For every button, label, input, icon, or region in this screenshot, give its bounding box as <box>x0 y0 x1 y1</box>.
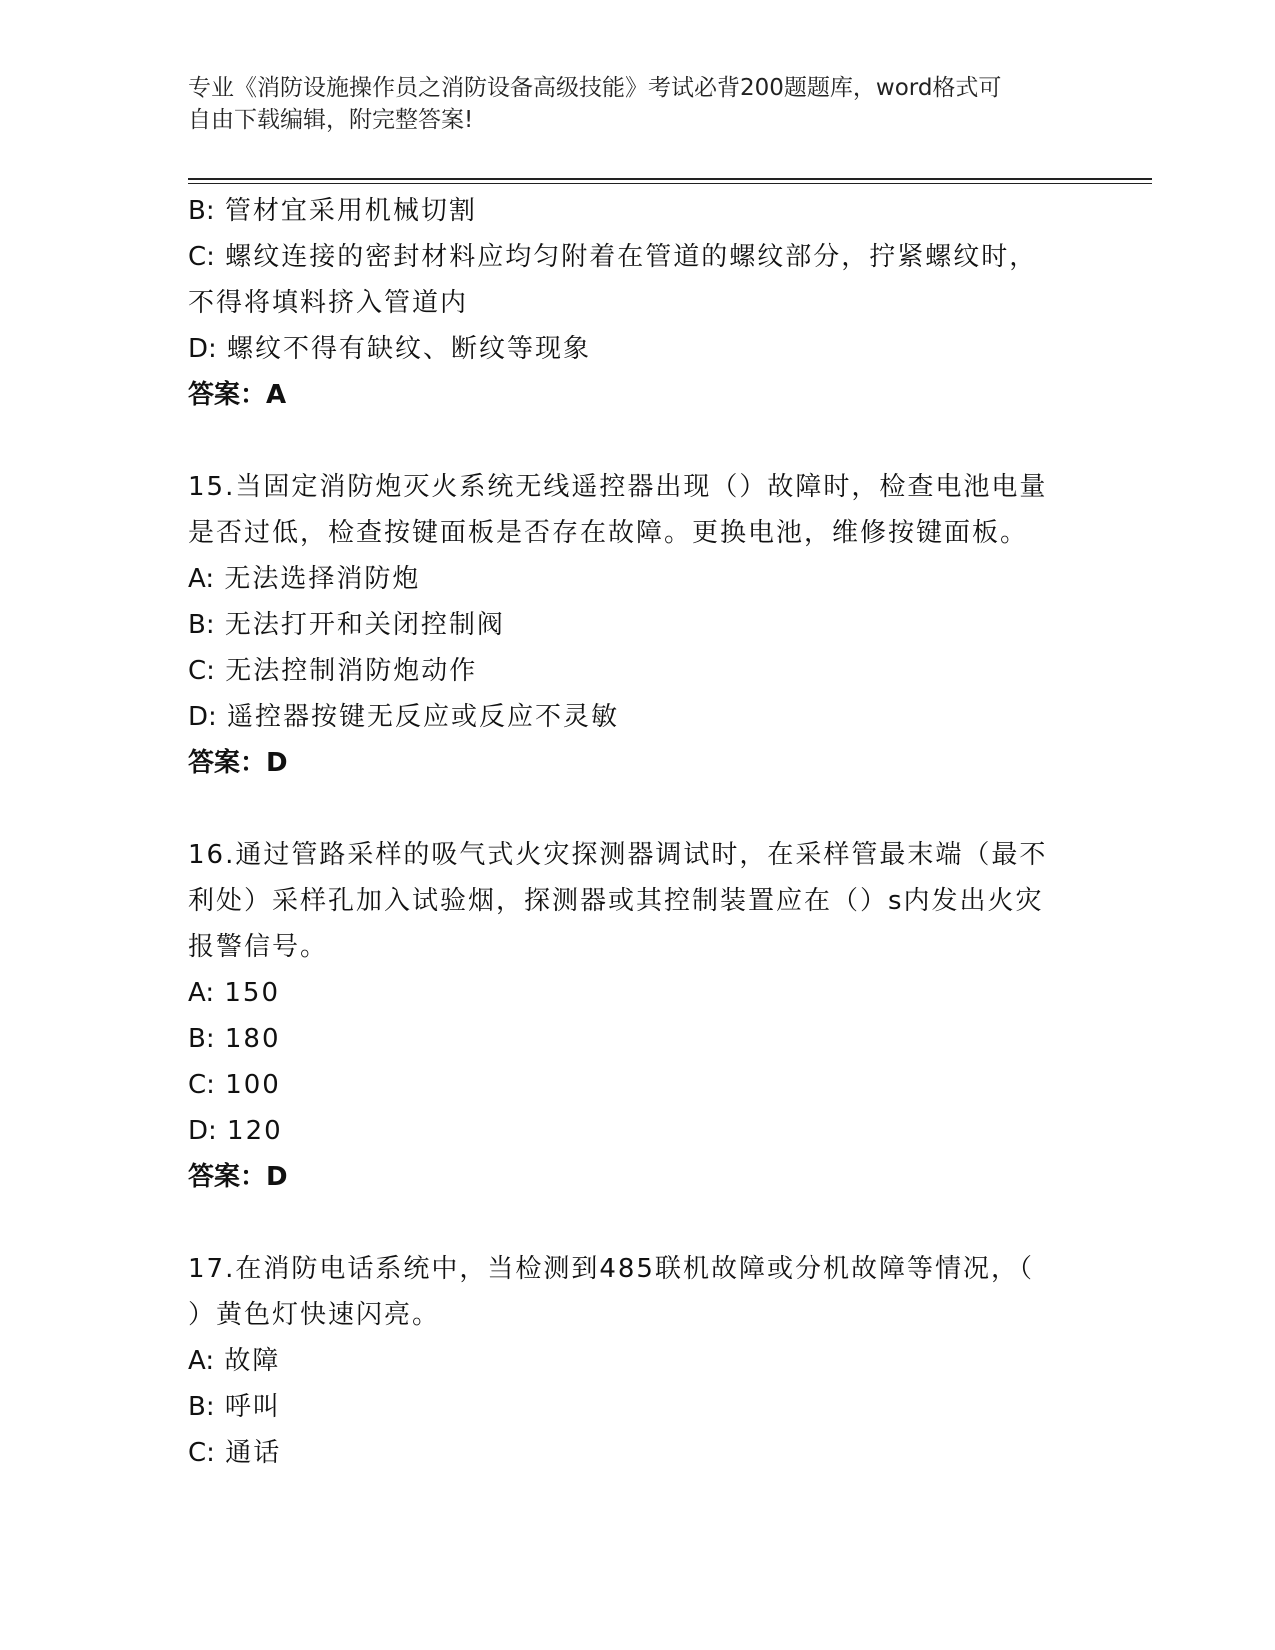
option-a: A: 无法选择消防炮 <box>188 564 421 594</box>
option-d: D: 螺纹不得有缺纹、断纹等现象 <box>188 334 592 364</box>
question-block-16 <box>188 832 1088 1200</box>
question-block-14-continued <box>188 188 1088 418</box>
answer-line: 答案：D <box>188 748 288 778</box>
option-c-continued: 不得将填料挤入管道内 <box>188 288 469 318</box>
question-text-line: 利处）采样孔加入试验烟，探测器或其控制装置应在（）s内发出火灾 <box>188 886 1044 916</box>
answer-line: 答案：A <box>188 380 287 410</box>
question-list <box>188 188 1088 1476</box>
question-text-line: 15.当固定消防炮灭火系统无线遥控器出现（）故障时，检查电池电量 <box>188 472 1048 502</box>
option-b: B: 管材宜采用机械切割 <box>188 196 477 226</box>
answer-line: 答案：D <box>188 1162 288 1192</box>
document-header <box>188 72 1068 136</box>
question-text-line: 报警信号。 <box>188 932 329 962</box>
option-c: C: 通话 <box>188 1438 282 1468</box>
question-text-line: 是否过低，检查按键面板是否存在故障。更换电池，维修按键面板。 <box>188 518 1029 548</box>
option-b: B: 呼叫 <box>188 1392 281 1422</box>
option-b: B: 无法打开和关闭控制阀 <box>188 610 505 640</box>
header-rule-thick <box>188 178 1152 180</box>
header-line-2: 自由下载编辑，附完整答案! <box>188 107 474 133</box>
option-d: D: 遥控器按键无反应或反应不灵敏 <box>188 702 620 732</box>
question-text-line: ）黄色灯快速闪亮。 <box>188 1300 441 1330</box>
question-text-line: 17.在消防电话系统中，当检测到485联机故障或分机故障等情况，（ <box>188 1254 1034 1284</box>
option-c: C: 无法控制消防炮动作 <box>188 656 478 686</box>
header-rule-thin <box>188 183 1152 184</box>
option-c: C: 螺纹连接的密封材料应均匀附着在管道的螺纹部分，拧紧螺纹时， <box>188 242 1038 272</box>
question-block-15 <box>188 464 1088 786</box>
question-block-17 <box>188 1246 1088 1476</box>
header-line-1: 专业《消防设施操作员之消防设备高级技能》考试必背200题题库，word格式可 <box>188 75 1002 101</box>
option-b: B: 180 <box>188 1024 281 1054</box>
option-d: D: 120 <box>188 1116 283 1146</box>
option-a: A: 150 <box>188 978 280 1008</box>
option-a: A: 故障 <box>188 1346 281 1376</box>
question-text-line: 16.通过管路采样的吸气式火灾探测器调试时，在采样管最末端（最不 <box>188 840 1048 870</box>
option-c: C: 100 <box>188 1070 281 1100</box>
